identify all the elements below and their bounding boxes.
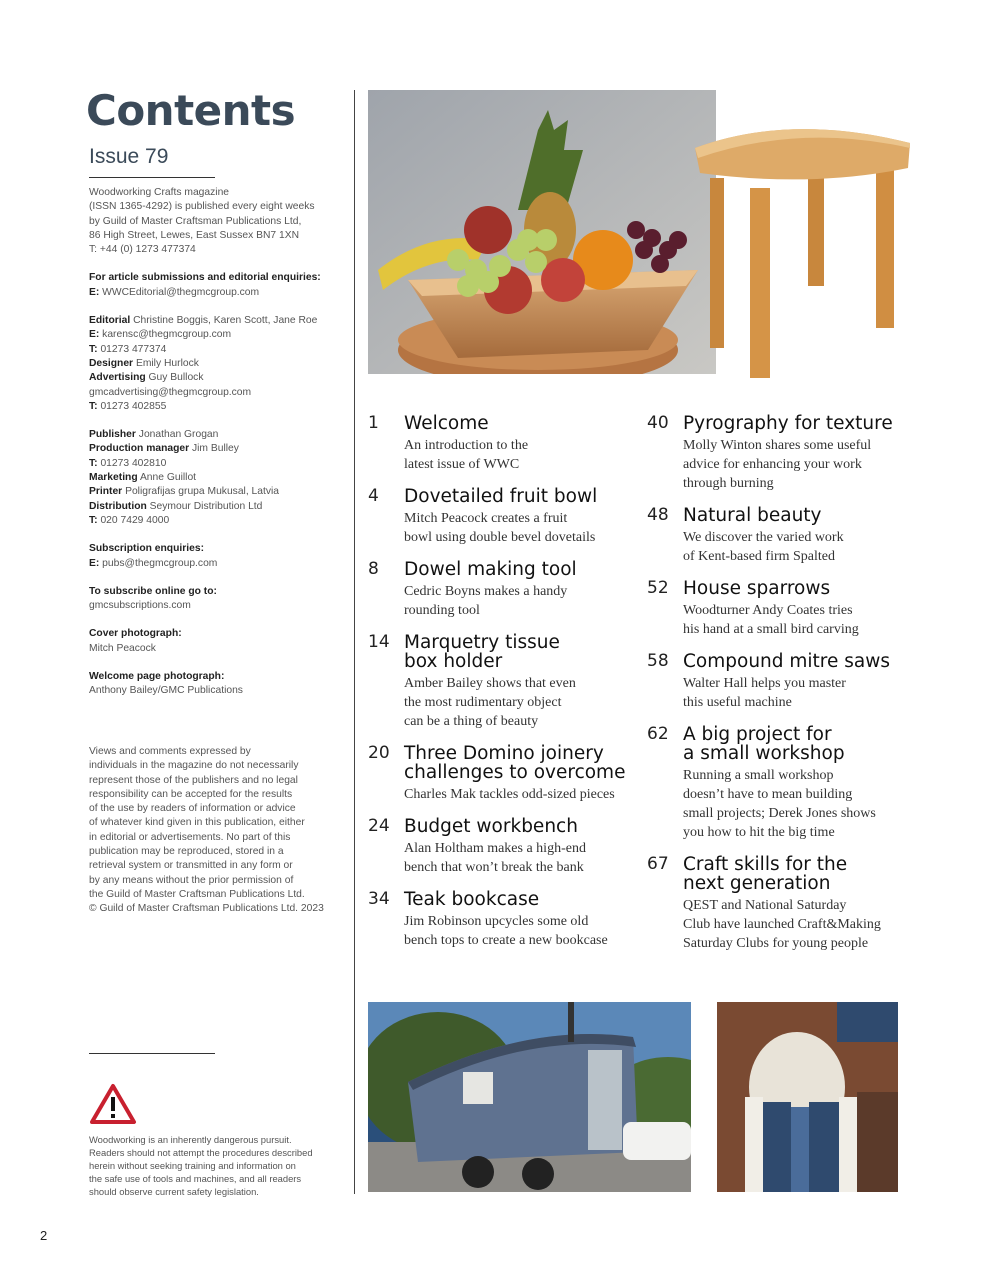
disclaimer-line: retrieval system or transmitted in any form or	[89, 860, 293, 872]
entry-title: Natural beauty	[683, 505, 822, 526]
distribution-name: Seymour Distribution Ltd	[149, 500, 263, 512]
publisher-block	[89, 428, 329, 528]
entry-title: Budget workbench	[404, 816, 578, 837]
entry-title: A big project for a small workshop	[683, 724, 845, 764]
entry-title: Dowel making tool	[404, 559, 577, 580]
entry-title: House sparrows	[683, 578, 831, 599]
safety-notice	[89, 1133, 329, 1198]
disclaimer-line: © Guild of Master Craftsman Publications Ltd. 2023	[89, 903, 324, 915]
editorial-names: Christine Boggis, Karen Scott, Jane Roe	[133, 315, 318, 327]
label: Marketing	[89, 472, 138, 484]
contents-entry[interactable]	[368, 631, 638, 731]
fruit-bowl-photo	[368, 90, 716, 374]
submissions-heading: For article submissions and editorial enquiries:	[89, 272, 321, 284]
entry-title: Pyrography for texture	[683, 413, 893, 434]
entry-description: Mitch Peacock creates a fruit bowl using double bevel dovetails	[404, 511, 596, 545]
disclaimer-line: in editorial or advertisements. No part of this	[89, 831, 291, 843]
intro-line: Woodworking Crafts magazine	[89, 187, 230, 198]
contents-column-right	[647, 412, 917, 964]
entry-description: Amber Bailey shows that even the most rudimentary object can be a thing of beauty	[404, 676, 576, 729]
subscribe-online-heading: To subscribe online go to:	[89, 585, 217, 597]
submissions-email[interactable]: WWCEditorial@thegmcgroup.com	[102, 286, 260, 298]
printer-name: Poligrafijas grupa Mukusal, Latvia	[125, 486, 280, 498]
disclaimer-line: represent those of the publishers and no legal	[89, 774, 298, 786]
label: Printer	[89, 486, 123, 498]
entry-description: Running a small workshop doesn’t have to mean building small projects; Derek Jones shows you how to hit the big time	[683, 768, 876, 840]
entry-page-number: 4	[368, 486, 379, 506]
masthead	[86, 86, 329, 713]
subscription-email[interactable]: pubs@thegmcgroup.com	[102, 557, 218, 569]
label: Production manager	[89, 443, 190, 455]
entry-description: Molly Winton shares some useful advice for enhancing your work through burning	[683, 438, 872, 491]
intro-line: by Guild of Master Craftsman Publications Ltd,	[89, 215, 302, 227]
advertising-email[interactable]: gmcadvertising@thegmcgroup.com	[89, 386, 252, 398]
designer-name: Emily Hurlock	[135, 357, 199, 369]
publisher-name: Jonathan Grogan	[138, 429, 219, 441]
subscription-heading: Subscription enquiries:	[89, 543, 204, 555]
production-phone: 01273 402810	[100, 457, 167, 469]
page-number: 2	[40, 1228, 48, 1243]
label: Advertising	[89, 372, 146, 384]
publisher-info	[89, 186, 329, 699]
entry-description: We discover the varied work of Kent-based firm Spalted	[683, 530, 844, 564]
welcome-credit-block	[89, 670, 329, 699]
label: Editorial	[89, 315, 131, 327]
entry-description: An introduction to the latest issue of WWC	[404, 438, 529, 472]
contents-entry[interactable]	[647, 650, 917, 712]
subscribe-online-block	[89, 585, 329, 614]
contents-entry[interactable]	[368, 888, 638, 950]
subscribe-online-link[interactable]: gmcsubscriptions.com	[89, 600, 191, 612]
divider	[89, 177, 215, 178]
entry-title: Craft skills for the next generation	[683, 854, 848, 894]
advertising-name: Guy Bullock	[148, 372, 204, 384]
cover-credit: Mitch Peacock	[89, 642, 156, 654]
shepherd-hut-photo	[368, 1002, 691, 1192]
contents-entry[interactable]	[368, 815, 638, 877]
welcome-heading: Welcome page photograph:	[89, 671, 225, 683]
entry-page-number: 62	[647, 724, 669, 744]
entry-description: Woodturner Andy Coates tries his hand at a small bird carving	[683, 603, 859, 637]
advertising-phone: 01273 402855	[100, 400, 167, 412]
page-title: Contents	[86, 86, 296, 135]
entry-page-number: 8	[368, 559, 379, 579]
safety-line: the safe use of tools and machines, and all readers	[89, 1173, 302, 1184]
submissions-block	[89, 271, 329, 300]
entry-description: Alan Holtham makes a high-end bench that won’t break the bank	[404, 841, 586, 875]
entry-title: Compound mitre saws	[683, 651, 891, 672]
contents-entry[interactable]	[368, 412, 638, 474]
intro-line: 86 High Street, Lewes, East Sussex BN7 1XN	[89, 229, 300, 241]
label: Distribution	[89, 500, 147, 512]
label: T:	[89, 514, 98, 526]
cover-heading: Cover photograph:	[89, 628, 182, 640]
editorial-email[interactable]: karensc@thegmcgroup.com	[102, 329, 232, 341]
intro-block	[89, 186, 329, 257]
contents-entry[interactable]	[368, 485, 638, 547]
entry-title: Marquetry tissue box holder	[404, 632, 560, 672]
disclaimer-line: publication may be reproduced, stored in a	[89, 846, 284, 858]
label: E:	[89, 329, 100, 341]
editorial-phone: 01273 477374	[100, 343, 167, 355]
safety-line: should observe current safety legislation.	[89, 1186, 259, 1197]
distribution-phone: 020 7429 4000	[100, 514, 170, 526]
label: T:	[89, 343, 98, 355]
safety-line: Readers should not attempt the procedures described	[89, 1147, 313, 1158]
welcome-credit: Anthony Bailey/GMC Publications	[89, 685, 243, 697]
column-divider	[354, 90, 355, 1194]
marketing-name: Anne Guillot	[139, 472, 197, 484]
disclaimer-line: of whatever kind given in this publication, either	[89, 817, 305, 829]
entry-page-number: 48	[647, 505, 669, 525]
cover-credit-block	[89, 627, 329, 656]
entry-title: Three Domino joinery challenges to overcome	[404, 743, 626, 783]
contents-entry[interactable]	[368, 558, 638, 620]
entry-description: Cedric Boyns makes a handy rounding tool	[404, 584, 568, 618]
wooden-stool-photo	[690, 118, 915, 380]
entry-page-number: 34	[368, 889, 390, 909]
entry-page-number: 58	[647, 651, 669, 671]
intro-line: (ISSN 1365-4292) is published every eight weeks	[89, 201, 315, 213]
label: T:	[89, 457, 98, 469]
label: E:	[89, 557, 100, 569]
contents-entry[interactable]	[647, 504, 917, 566]
disclaimer-line: responsibility can be accepted for the results	[89, 788, 293, 800]
entry-page-number: 52	[647, 578, 669, 598]
contents-entry[interactable]	[368, 742, 638, 804]
entry-title: Teak bookcase	[404, 889, 540, 910]
contents-entry[interactable]	[647, 577, 917, 639]
divider	[89, 1053, 215, 1054]
label: E:	[89, 286, 100, 298]
entry-description: QEST and National Saturday Club have launched Craft&Making Saturday Clubs for young people	[683, 898, 881, 951]
contents-entry[interactable]	[647, 723, 917, 842]
marquetry-tissue-box-photo	[717, 1002, 898, 1192]
contents-entry[interactable]	[647, 853, 917, 953]
disclaimer	[89, 745, 329, 917]
staff-block	[89, 314, 329, 414]
disclaimer-line: by any means without the prior permission of	[89, 874, 294, 886]
production-name: Jim Bulley	[192, 443, 239, 455]
entry-page-number: 24	[368, 816, 390, 836]
entry-description: Jim Robinson upcycles some old bench tops to create a new bookcase	[404, 914, 608, 948]
warning-triangle-icon	[89, 1083, 137, 1125]
entry-page-number: 1	[368, 413, 379, 433]
label: T:	[89, 400, 98, 412]
issue-number: Issue 79	[89, 145, 169, 168]
entry-description: Charles Mak tackles odd-sized pieces	[404, 787, 615, 802]
intro-line: T: +44 (0) 1273 477374	[89, 244, 196, 256]
contents-column-left	[368, 412, 638, 961]
entry-page-number: 67	[647, 854, 669, 874]
label: Designer	[89, 357, 134, 369]
contents-entry[interactable]	[647, 412, 917, 493]
disclaimer-line: Views and comments expressed by	[89, 746, 251, 757]
safety-line: Woodworking is an inherently dangerous pursuit.	[89, 1134, 292, 1145]
disclaimer-line: the Guild of Master Craftsman Publications Ltd.	[89, 888, 305, 900]
entry-page-number: 40	[647, 413, 669, 433]
subscription-block	[89, 542, 329, 571]
safety-line: herein without seeking training and information on	[89, 1160, 296, 1171]
entry-page-number: 20	[368, 743, 390, 763]
label: Publisher	[89, 429, 136, 441]
disclaimer-line: of the use by readers of information or advice	[89, 803, 296, 815]
entry-description: Walter Hall helps you master this useful machine	[683, 676, 846, 710]
entry-title: Dovetailed fruit bowl	[404, 486, 598, 507]
entry-title: Welcome	[404, 413, 489, 434]
disclaimer-line: individuals in the magazine do not necessarily	[89, 760, 299, 772]
entry-page-number: 14	[368, 632, 390, 652]
